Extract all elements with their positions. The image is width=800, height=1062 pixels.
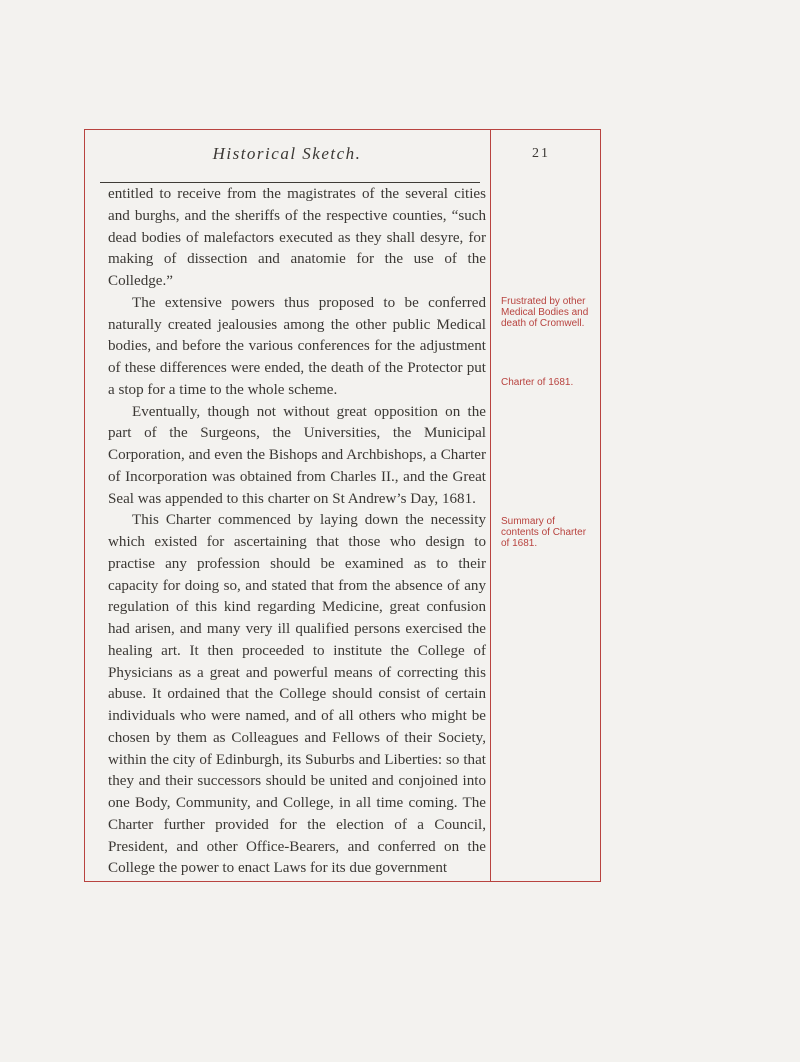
margin-note-summary: Summary of contents of Charter of 1681. (501, 516, 587, 549)
body-paragraph: This Charter commenced by laying down the necessity which existed for ascertaining that those who design to practise any profession should be examined as to their capacity for doing so, and stated that from the absence of any regulation of this kind regarding Medicine, great confusion had arisen, and many very ill qualified persons exercised the healing art. It then proceeded to institute the College of Physicians as a great and powerful means of correcting this abuse. It ordained that the College should consist of certain individuals who were named, and of all others who might be chosen by them as Colleagues and Fellows of their Society, within the city of Edinburgh, its Suburbs and Liberties: so that they and their successors should be united and conjoined into one Body, Community, and College, in all time coming. The Charter further provided for the election of a Council, President, and other Office-Bearers, and conferred on the College the power to enact Laws for its due government (108, 512, 486, 877)
body-paragraph: The extensive powers thus proposed to be conferred naturally created jealousies among the other public Medical bodies, and before the various conferences for the adjustment of these differences were ended, the death of the Protector put a stop for a time to the whole scheme. (108, 294, 486, 398)
body-paragraph: Eventually, though not without great opposition on the part of the Surgeons, the Universities, the Municipal Corporation, and even the Bishops and Archbishops, a Charter of Incorporation was obtained from Charles II., and the Great Seal was appended to this charter on St Andrew’s Day, 1681. (108, 403, 486, 507)
page-number: 21 (532, 146, 550, 161)
margin-note-frustrated: Frustrated by other Medical Bodies and death of Cromwell. (501, 296, 589, 329)
margin-note-charter-1681: Charter of 1681. (501, 377, 574, 388)
body-paragraph: entitled to receive from the magistrates of the several cities and burghs, and the sheriffs of the respective counties, “such dead bodies of malefactors executed as they shall desyre, for making of dissection and anatomie for the use of the Colledge.” (108, 186, 486, 289)
running-head-title: Historical Sketch. (212, 144, 362, 163)
margin-column-divider (490, 129, 491, 882)
body-text (108, 184, 486, 880)
header-rule (100, 182, 480, 183)
